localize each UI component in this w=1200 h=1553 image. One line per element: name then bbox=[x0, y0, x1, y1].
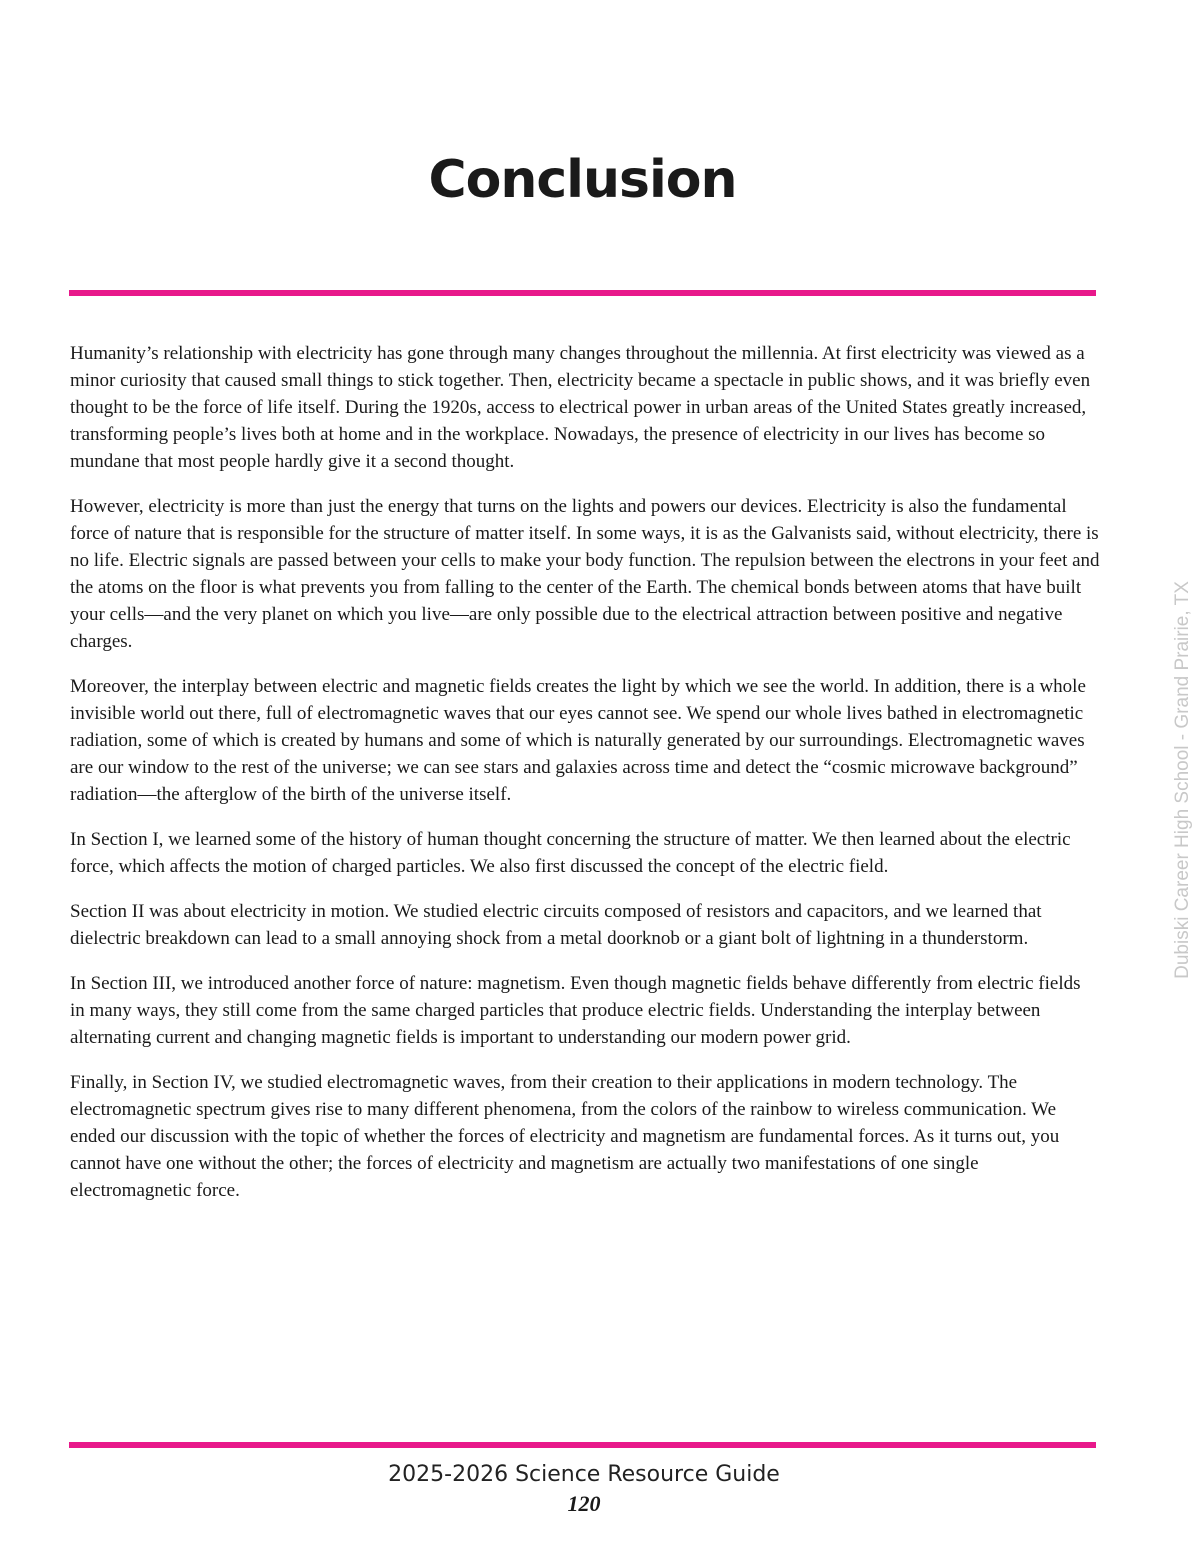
page-number: 120 bbox=[567, 1491, 601, 1516]
footer-guide-title: 2025-2026 Science Resource Guide bbox=[388, 1462, 780, 1487]
body-text bbox=[70, 340, 1100, 1222]
page-title: Conclusion bbox=[428, 150, 737, 210]
paragraph-2: However, electricity is more than just the energy that turns on the lights and powers our devices. Electricity is also the fundamental force of nature that is responsible for the structure of matter itself. In some ways, it is as the Galvanists said, without electricity, there is no life. Electric signals are passed between your cells to make your body function. The repulsion between the electrons in your feet and the atoms on the floor is what prevents you from falling to the center of the Earth. The chemical bonds between atoms that have built your cells—and the very planet on which you live—are only possible due to the electrical attraction between positive and negative charges. bbox=[70, 496, 1100, 652]
paragraph-4: In Section I, we learned some of the history of human thought concerning the structure of matter. We then learned about the electric force, which affects the motion of charged particles. We also first discussed the concept of the electric field. bbox=[70, 829, 1071, 877]
paragraph-1: Humanity’s relationship with electricity has gone through many changes throughout the millennia. At first electricity was viewed as a minor curiosity that caused small things to stick together. Then, electricity became a spectacle in public shows, and it was briefly even thought to be the force of life itself. During the 1920s, access to electrical power in urban areas of the United States greatly increased, transforming people’s lives both at home and in the workplace. Nowadays, the presence of electricity in our lives has become so mundane that most people hardly give it a second thought. bbox=[70, 343, 1091, 472]
bottom-divider bbox=[69, 1442, 1096, 1448]
paragraph-6: In Section III, we introduced another force of nature: magnetism. Even though magnetic fields behave differently from electric fields in many ways, they still come from the same charged particles that produce electric fields. Understanding the interplay between alternating current and changing magnetic fields is important to understanding our modern power grid. bbox=[70, 973, 1081, 1048]
paragraph-3: Moreover, the interplay between electric and magnetic fields creates the light by which we see the world. In addition, there is a whole invisible world out there, full of electromagnetic waves that our eyes cannot see. We spend our whole lives bathed in electromagnetic radiation, some of which is created by humans and some of which is naturally generated by our surroundings. Electromagnetic waves are our window to the rest of the universe; we can see stars and galaxies across time and detect the “cosmic microwave background” radiation—the afterglow of the birth of the universe itself. bbox=[70, 676, 1086, 805]
school-watermark: Dubiski Career High School - Grand Prairie, TX bbox=[1172, 581, 1193, 979]
paragraph-5: Section II was about electricity in motion. We studied electric circuits composed of resistors and capacitors, and we learned that dielectric breakdown can lead to a small annoying shock from a metal doorknob or a giant bolt of lightning in a thunderstorm. bbox=[70, 901, 1042, 949]
top-divider bbox=[69, 290, 1096, 296]
paragraph-7: Finally, in Section IV, we studied electromagnetic waves, from their creation to their applications in modern technology. The electromagnetic spectrum gives rise to many different phenomena, from the colors of the rainbow to wireless communication. We ended our discussion with the topic of whether the forces of electricity and magnetism are fundamental forces. As it turns out, you cannot have one without the other; the forces of electricity and magnetism are actually two manifestations of one single electromagnetic force. bbox=[70, 1072, 1060, 1201]
